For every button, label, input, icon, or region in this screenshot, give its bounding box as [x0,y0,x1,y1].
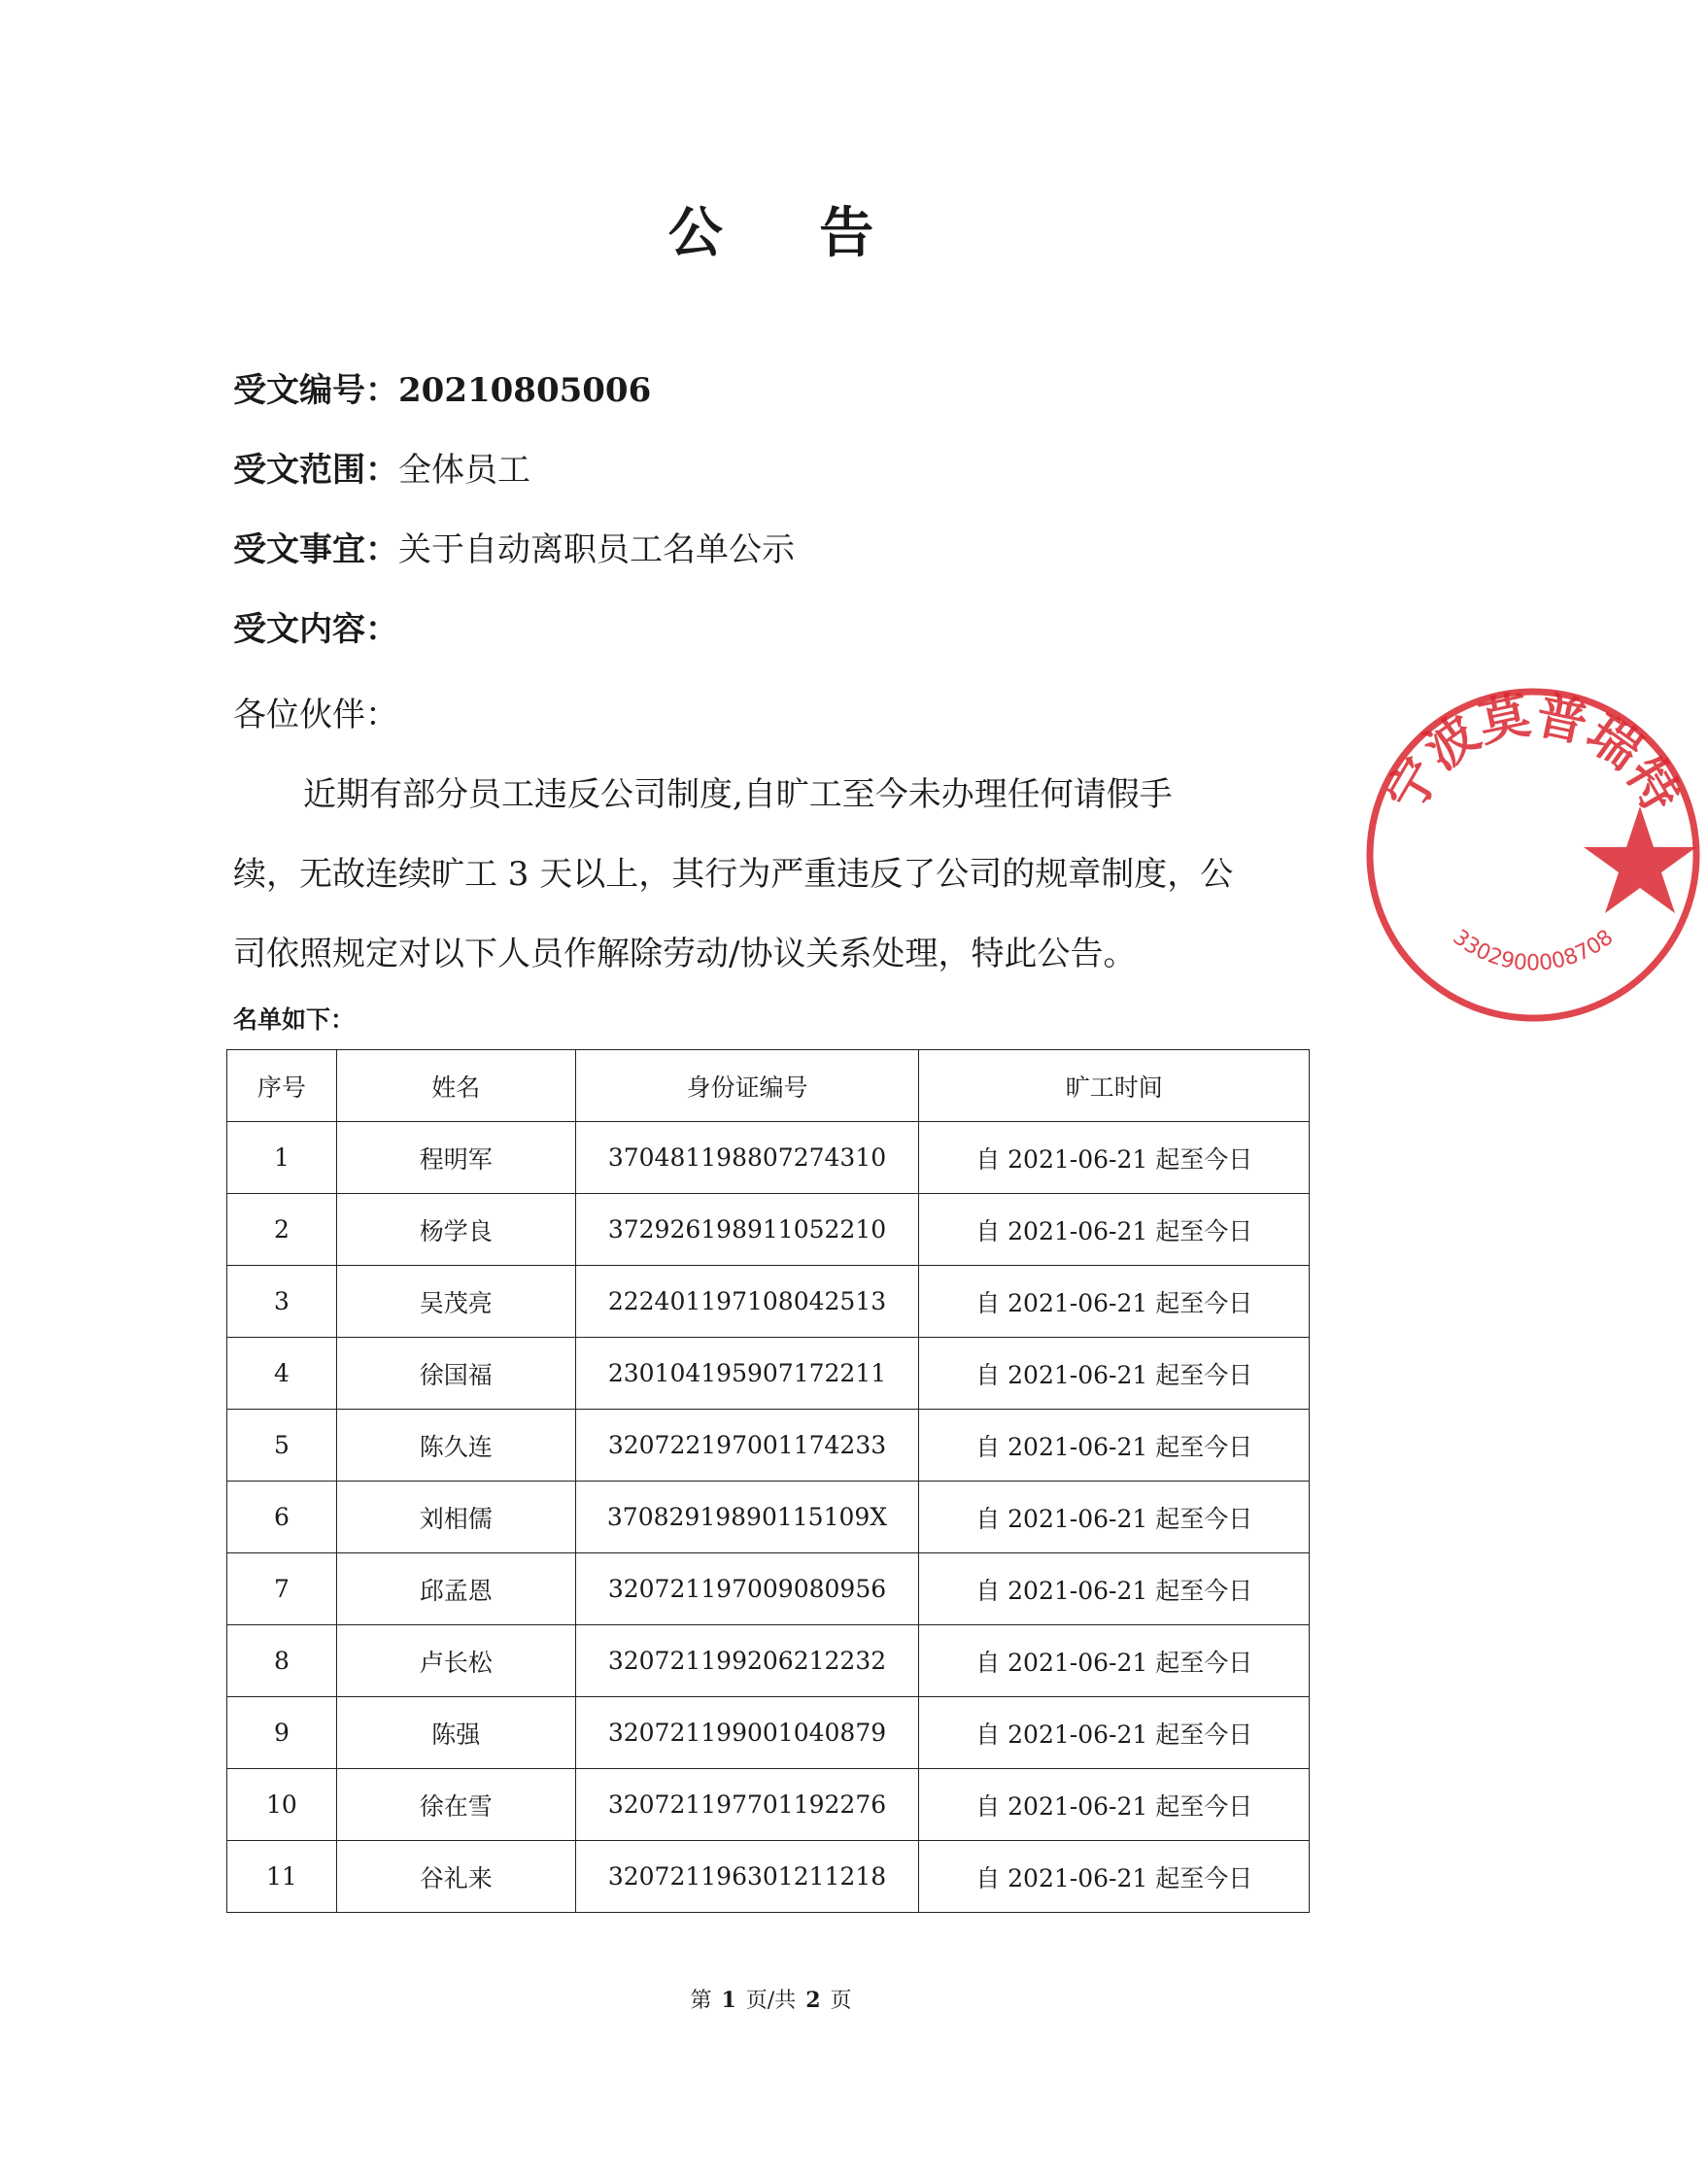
cell-id-number: 320721199001040879 [575,1697,919,1769]
doc-number-label: 受文编号： [233,371,398,410]
cell-index: 6 [227,1482,337,1553]
cell-absence-time: 自 2021-06-21 起至今日 [919,1482,1310,1553]
cell-id-number: 37082919890115109X [575,1482,919,1553]
cell-id-number: 320721197701192276 [575,1769,919,1841]
cell-name: 卢长松 [336,1625,575,1697]
page-prefix: 第 [690,1989,712,2013]
content-label: 受文内容： [233,610,398,649]
cell-id-number: 320721196301211218 [575,1841,919,1913]
cell-absence-time: 自 2021-06-21 起至今日 [919,1553,1310,1625]
cell-absence-time: 自 2021-06-21 起至今日 [919,1769,1310,1841]
table-row [227,1841,1310,1913]
cell-id-number: 320721199206212232 [575,1625,919,1697]
table-row [227,1266,1310,1338]
cell-index: 7 [227,1553,337,1625]
subject-row [233,530,795,569]
cell-absence-time: 自 2021-06-21 起至今日 [919,1697,1310,1769]
header-name: 姓名 [336,1050,575,1122]
cell-absence-time: 自 2021-06-21 起至今日 [919,1266,1310,1338]
table-row [227,1338,1310,1410]
document-title: 公 告 [667,201,913,265]
table-row [227,1482,1310,1553]
cell-index: 9 [227,1697,337,1769]
scope-label: 受文范围： [233,451,398,490]
cell-index: 1 [227,1122,337,1194]
page-middle: 页/共 [745,1989,797,2013]
page-current: 1 [721,1988,736,2013]
subject-value: 关于自动离职员工名单公示 [398,530,795,569]
cell-name: 杨学良 [336,1194,575,1266]
cell-absence-time: 自 2021-06-21 起至今日 [919,1625,1310,1697]
seal-number: 3302900008708 [1448,925,1619,976]
page-suffix: 页 [830,1989,852,2013]
header-id-number: 身份证编号 [575,1050,919,1122]
cell-id-number: 320721197009080956 [575,1553,919,1625]
scope-value: 全体员工 [398,451,530,490]
cell-index: 8 [227,1625,337,1697]
cell-name: 邱孟恩 [336,1553,575,1625]
cell-name: 刘相儒 [336,1482,575,1553]
cell-index: 5 [227,1410,337,1482]
table-row [227,1625,1310,1697]
cell-index: 10 [227,1769,337,1841]
cell-absence-time: 自 2021-06-21 起至今日 [919,1194,1310,1266]
greeting: 各位伙伴： [233,696,398,734]
company-seal [1358,680,1708,1030]
content-row [233,610,398,649]
scope-row [233,451,530,490]
cell-name: 陈久连 [336,1410,575,1482]
doc-number-row [233,371,651,410]
cell-name: 徐国福 [336,1338,575,1410]
cell-index: 3 [227,1266,337,1338]
table-row [227,1122,1310,1194]
cell-name: 谷礼来 [336,1841,575,1913]
body-line: 续，无故连续旷工 3 天以上，其行为严重违反了公司的规章制度，公 [233,855,1234,894]
cell-absence-time: 自 2021-06-21 起至今日 [919,1410,1310,1482]
cell-index: 4 [227,1338,337,1410]
body-line: 近期有部分员工违反公司制度,自旷工至今未办理任何请假手 [303,775,1173,814]
body-line: 司依照规定对以下人员作解除劳动/协议关系处理，特此公告。 [233,935,1137,973]
list-caption: 名单如下： [233,1005,356,1034]
table-row [227,1769,1310,1841]
cell-name: 吴茂亮 [336,1266,575,1338]
cell-absence-time: 自 2021-06-21 起至今日 [919,1338,1310,1410]
table-header-row [227,1050,1310,1122]
header-index: 序号 [227,1050,337,1122]
cell-absence-time: 自 2021-06-21 起至今日 [919,1841,1310,1913]
doc-number-value: 20210805006 [398,371,652,410]
table-row [227,1553,1310,1625]
cell-absence-time: 自 2021-06-21 起至今日 [919,1122,1310,1194]
page-total: 2 [805,1988,821,2013]
cell-id-number: 370481198807274310 [575,1122,919,1194]
page-footer [0,1984,1542,2014]
table-row [227,1697,1310,1769]
seal-star-icon [1584,806,1696,913]
table-row [227,1410,1310,1482]
table-body [227,1122,1310,1913]
cell-name: 徐在雪 [336,1769,575,1841]
cell-id-number: 372926198911052210 [575,1194,919,1266]
cell-id-number: 230104195907172211 [575,1338,919,1410]
header-absence-time: 旷工时间 [919,1050,1310,1122]
subject-label: 受文事宜： [233,530,398,569]
cell-name: 程明军 [336,1122,575,1194]
dismissal-table [226,1049,1310,1913]
seal-text: 宁波莫普瑞特 [1376,686,1691,822]
cell-index: 2 [227,1194,337,1266]
cell-id-number: 222401197108042513 [575,1266,919,1338]
cell-id-number: 320722197001174233 [575,1410,919,1482]
table-row [227,1194,1310,1266]
cell-index: 11 [227,1841,337,1913]
cell-name: 陈强 [336,1697,575,1769]
